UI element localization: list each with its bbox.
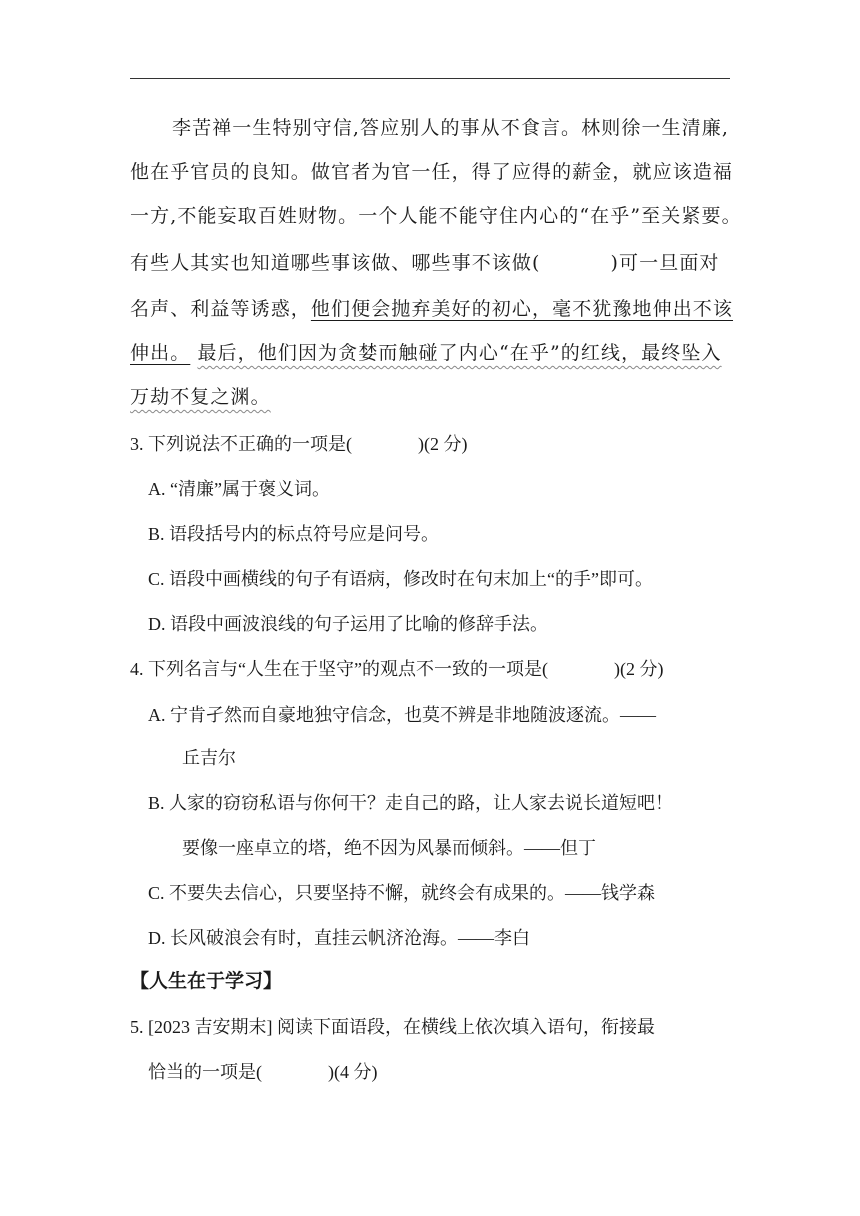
option-a: A. 宁肯孑然而自豪地独守信念，也莫不辨是非地随波逐流。—— <box>148 705 656 725</box>
option-a-cont: 丘吉尔 <box>182 748 236 768</box>
question-stem: 5. [2023 吉安期末] 阅读下面语段，在横线上依次填入语句，衔接最 <box>130 1017 655 1037</box>
passage-line: 李苦禅一生特别守信,答应别人的事从不食言。林则徐一生清廉, <box>172 117 729 139</box>
stem-score: )(2 分) <box>418 434 468 454</box>
stem-text: 3. 下列说法不正确的一项是( <box>130 434 352 454</box>
stem-score: )(4 分) <box>328 1062 378 1082</box>
option-b: B. 人家的窃窃私语与你何干？走自己的路，让人家去说长道短吧！ <box>148 793 674 813</box>
passage-line <box>130 341 730 365</box>
passage-text: 名声、利益等诱惑， <box>130 298 311 320</box>
question-stem-cont <box>148 1060 377 1084</box>
question-stem <box>130 432 467 456</box>
option-d: D. 语段中画波浪线的句子运用了比喻的修辞手法。 <box>148 614 548 634</box>
passage-line: 一方,不能妄取百姓财物。一个人能不能守住内心的“在乎”至关紧要。 <box>130 205 742 227</box>
option-c: C. 语段中画横线的句子有语病，修改时在句末加上“的手”即可。 <box>148 569 653 589</box>
stem-text: 恰当的一项是( <box>148 1062 262 1082</box>
passage-line <box>130 385 730 409</box>
underlined-sentence-end: 伸出。 <box>130 342 191 364</box>
wavy-sentence: 最后，他们因为贪婪而触碰了内心“在乎”的红线，最终坠入 <box>197 342 722 364</box>
top-rule <box>130 78 730 79</box>
option-c: C. 不要失去信心，只要坚持不懈，就终会有成果的。——钱学森 <box>148 883 656 903</box>
passage-line <box>130 297 734 321</box>
stem-score: )(2 分) <box>613 659 664 679</box>
stem-text: 4. 下列名言与“人生在于坚守”的观点不一致的一项是( <box>130 659 548 679</box>
option-b: B. 语段括号内的标点符号应是问号。 <box>148 524 440 544</box>
section-title: 【人生在于学习】 <box>130 970 283 992</box>
passage-text: 有些人其实也知道哪些事该做、哪些事不该做( <box>130 252 541 274</box>
underlined-sentence: 他们便会抛弃美好的初心，毫不犹豫地伸出不该 <box>310 298 734 320</box>
passage-line <box>130 251 730 275</box>
passage-line: 他在乎官员的良知。做官者为官一任，得了应得的薪金，就应该造福 <box>130 161 734 183</box>
option-b-cont: 要像一座卓立的塔，绝不因为风暴而倾斜。——但丁 <box>182 838 596 858</box>
question-stem <box>130 657 663 681</box>
option-a: A. “清廉”属于褒义词。 <box>148 479 330 499</box>
wavy-sentence-end: 万劫不复之渊。 <box>130 386 271 408</box>
passage-text: )可一旦面对 <box>610 252 720 274</box>
option-d: D. 长风破浪会有时，直挂云帆济沧海。——李白 <box>148 928 530 948</box>
